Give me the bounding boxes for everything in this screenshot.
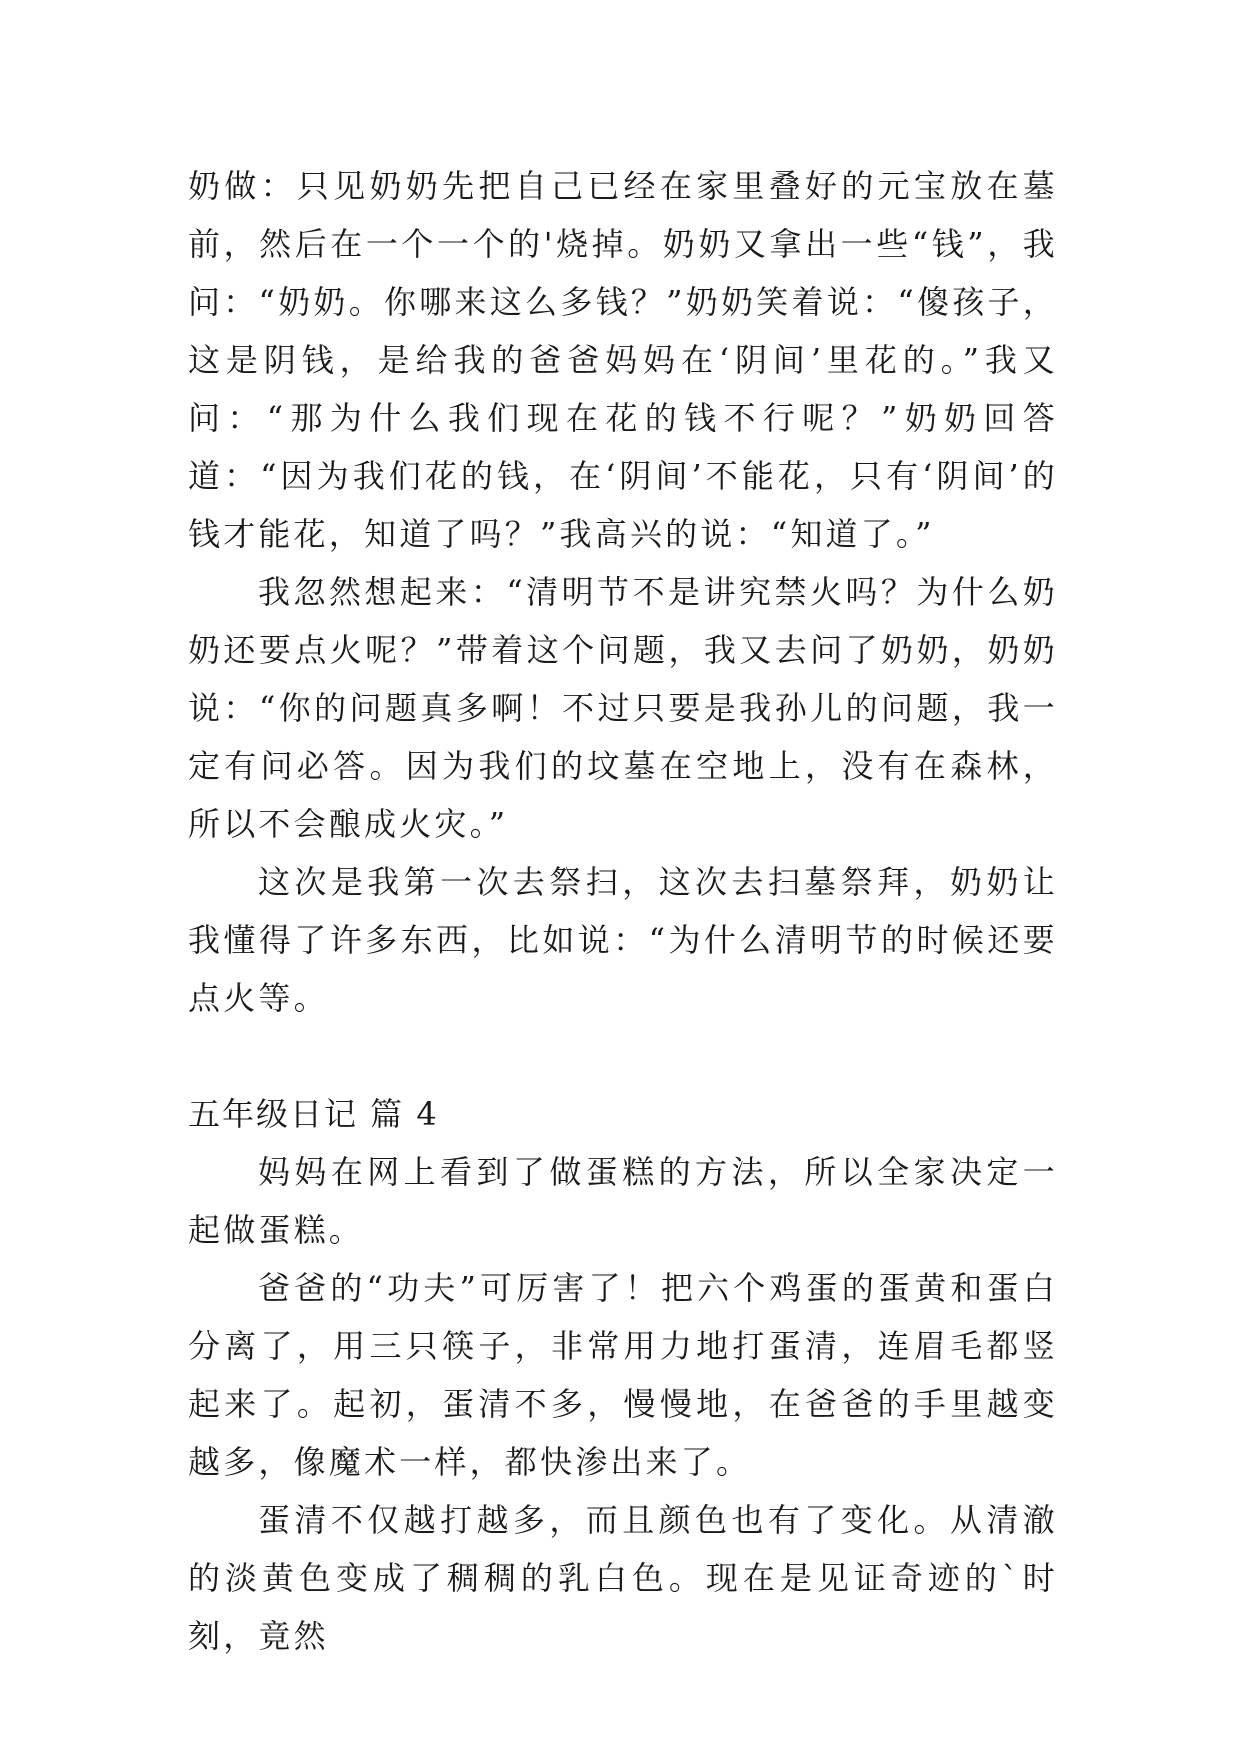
paragraph-dad-beating-eggs: 爸爸的“功夫”可厉害了！把六个鸡蛋的蛋黄和蛋白分离了，用三只筷子，非常用力地打蛋清，连眉毛都竖起来了。起初，蛋清不多，慢慢地，在爸爸的手里越变越多，像魔术一样，都快渗出来了。	[188, 1269, 1058, 1481]
document-body	[188, 157, 1058, 1665]
paragraph-egg-white-color: 蛋清不仅越打越多，而且颜色也有了变化。从清澈的淡黄色变成了稠稠的乳白色。现在是见证奇迹的`时刻，竟然	[188, 1501, 1058, 1655]
paragraph-fire-question: 我忽然想起来：“清明节不是讲究禁火吗？为什么奶奶还要点火呢？”带着这个问题，我又去问了奶奶，奶奶说：“你的问题真多啊！不过只要是我孙儿的问题，我一定有问必答。因为我们的坟墓在空地上，没有在森林，所以不会酿成火灾。”	[188, 573, 1058, 843]
section-heading: 五年级日记 篇 4	[188, 1095, 439, 1133]
paragraph-grandma-burning-offerings: 奶做：只见奶奶先把自己已经在家里叠好的元宝放在墓前，然后在一个一个的'烧掉。奶奶又拿出一些“钱”，我问：“奶奶。你哪来这么多钱？”奶奶笑着说：“傻孩子，这是阴钱，是给我的爸爸妈妈在‘阴间’里花的。”我又问：“那为什么我们现在花的钱不行呢？”奶奶回答道：“因为我们花的钱，在‘阴间’不能花，只有‘阴间’的钱才能花，知道了吗？”我高兴的说：“知道了。”	[188, 167, 1058, 553]
paragraph-first-tomb-sweeping: 这次是我第一次去祭扫，这次去扫墓祭拜，奶奶让我懂得了许多东西，比如说：“为什么清明节的时候还要点火等。	[188, 863, 1058, 1017]
paragraph-cake-decision: 妈妈在网上看到了做蛋糕的方法，所以全家决定一起做蛋糕。	[188, 1153, 1058, 1249]
